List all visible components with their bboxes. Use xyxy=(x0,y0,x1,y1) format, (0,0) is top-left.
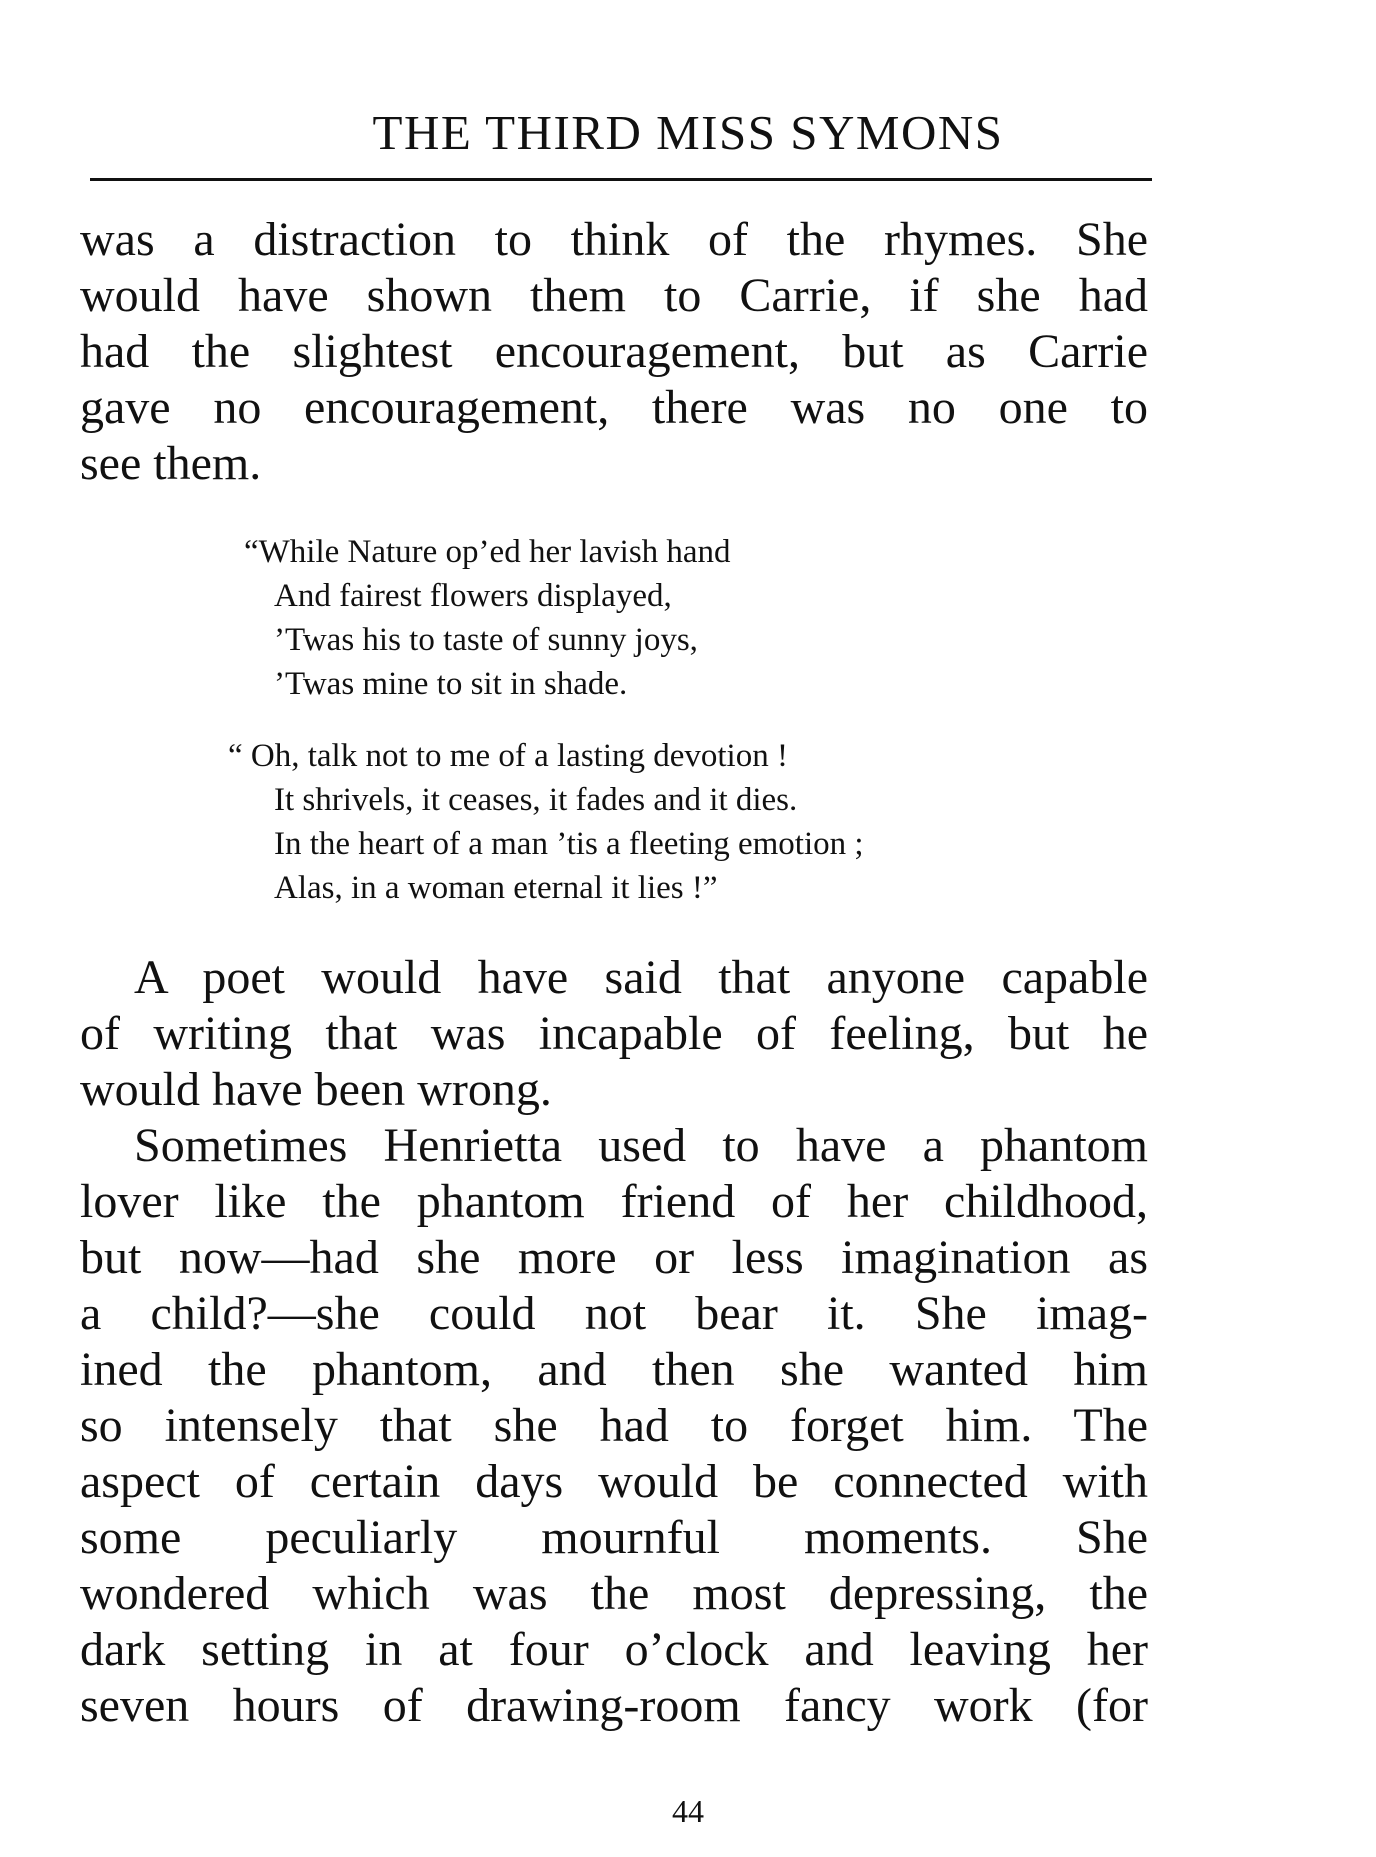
page-number: 44 xyxy=(672,1793,704,1829)
body-line: of writing that was incapable of feeling, but he xyxy=(80,1007,1148,1060)
verse-line: “While Nature op’ed her lavish hand xyxy=(244,534,731,570)
body-line: had the slightest encouragement, but as Carrie xyxy=(80,325,1148,378)
header-rule xyxy=(90,178,1152,181)
body-line: so intensely that she had to forget him. The xyxy=(80,1399,1148,1452)
verse-line: ’Twas his to taste of sunny joys, xyxy=(274,622,698,658)
body-line: lover like the phantom friend of her childhood, xyxy=(80,1175,1148,1228)
body-line: gave no encouragement, there was no one to xyxy=(80,381,1148,434)
verse-line: And fairest flowers displayed, xyxy=(274,578,672,614)
verse-line: It shrivels, it ceases, it fades and it dies. xyxy=(274,782,798,818)
verse-line: ’Twas mine to sit in shade. xyxy=(274,666,628,702)
verse-line: “ Oh, talk not to me of a lasting devotion ! xyxy=(228,738,788,774)
body-line: A poet would have said that anyone capable xyxy=(134,951,1148,1004)
body-line: but now—had she more or less imagination as xyxy=(80,1231,1148,1284)
verse-line: In the heart of a man ’tis a fleeting emotion ; xyxy=(274,826,864,862)
body-line: aspect of certain days would be connected with xyxy=(80,1455,1148,1508)
body-line: dark setting in at four o’clock and leaving her xyxy=(80,1623,1148,1676)
running-head: THE THIRD MISS SYMONS xyxy=(372,105,1004,160)
body-line: ined the phantom, and then she wanted him xyxy=(80,1343,1148,1396)
verse-line: Alas, in a woman eternal it lies !” xyxy=(274,870,718,906)
body-line: Sometimes Henrietta used to have a phantom xyxy=(134,1119,1148,1172)
body-line: seven hours of drawing-room fancy work (for xyxy=(80,1679,1148,1732)
body-line: a child?—she could not bear it. She imag- xyxy=(80,1287,1148,1340)
body-line: would have shown them to Carrie, if she had xyxy=(80,269,1148,322)
body-line: see them. xyxy=(80,437,262,490)
body-line: was a distraction to think of the rhymes. She xyxy=(80,213,1148,266)
body-line: wondered which was the most depressing, the xyxy=(80,1567,1148,1620)
body-line: would have been wrong. xyxy=(80,1063,552,1116)
body-line: some peculiarly mournful moments. She xyxy=(80,1511,1148,1564)
